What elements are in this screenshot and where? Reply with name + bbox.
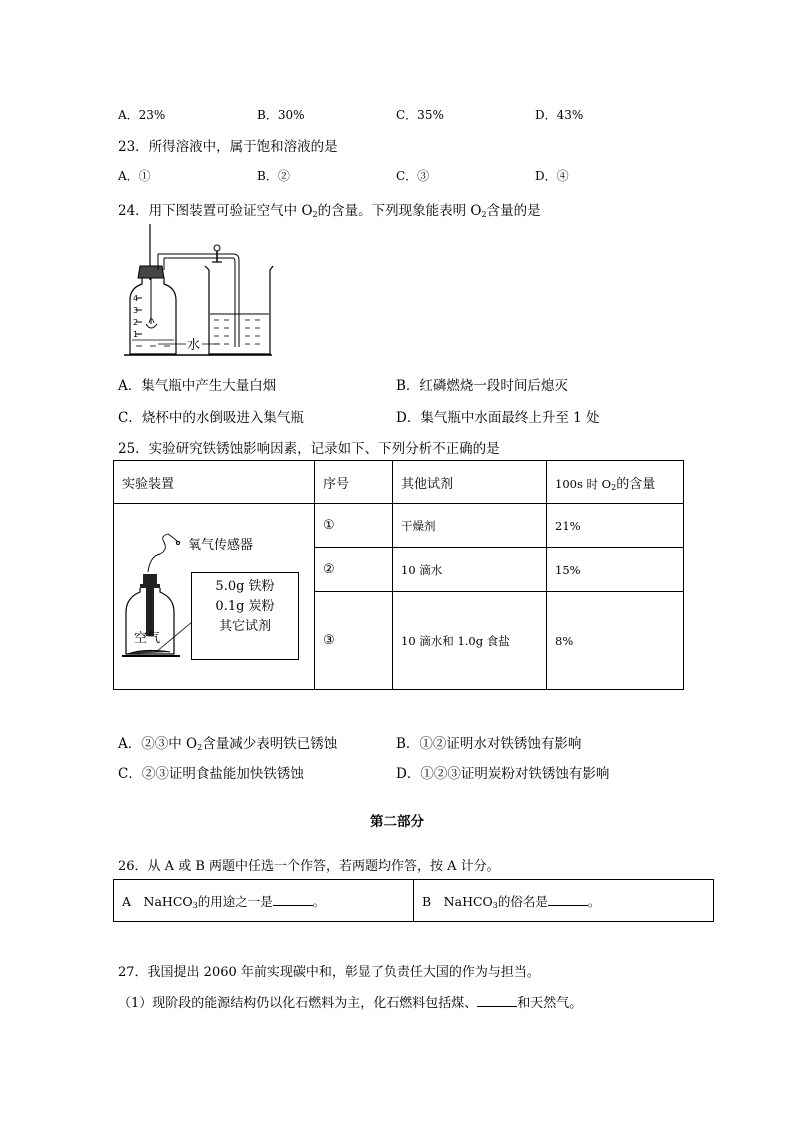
q25-option-b: B．①②证明水对铁锈蚀有影响 bbox=[396, 736, 582, 752]
q26-table bbox=[113, 879, 714, 922]
scale-mark-4: 4 bbox=[133, 294, 139, 303]
row3-o2: 8% bbox=[547, 592, 684, 690]
q26-stem: 26．从 A 或 B 两题中任选一个作答，若两题均作答，按 A 计分。 bbox=[118, 859, 500, 874]
header-reagent: 其他试剂 bbox=[393, 461, 547, 504]
q23-option-c: C．③ bbox=[396, 169, 430, 183]
scale-mark-2: 2 bbox=[133, 318, 139, 327]
row1-o2: 21% bbox=[547, 504, 684, 548]
q24-option-a: A．集气瓶中产生大量白烟 bbox=[118, 378, 277, 394]
row2-no: ② bbox=[315, 548, 393, 592]
q23-option-a: A．① bbox=[118, 169, 151, 183]
row2-o2: 15% bbox=[547, 548, 684, 592]
q22-option-b: B．30% bbox=[257, 108, 305, 122]
q23-option-d: D．④ bbox=[535, 169, 569, 183]
air-label: 空气 bbox=[134, 631, 161, 646]
q26-a-blank[interactable] bbox=[273, 905, 313, 906]
q24-apparatus-figure bbox=[120, 222, 290, 360]
row1-no: ① bbox=[315, 504, 393, 548]
header-no: 序号 bbox=[315, 461, 393, 504]
scale-mark-1: 1 bbox=[133, 330, 139, 339]
q22-option-d: D．43% bbox=[535, 108, 584, 122]
header-device: 实验装置 bbox=[114, 461, 315, 504]
q24-option-d: D．集气瓶中水面最终上升至 1 处 bbox=[396, 410, 600, 426]
q22-option-c: C．35% bbox=[396, 108, 444, 122]
box-line-other: 其它试剂 bbox=[218, 619, 271, 634]
row3-no: ③ bbox=[315, 592, 393, 690]
q26-b-blank[interactable] bbox=[548, 905, 588, 906]
q24-option-c: C．烧杯中的水倒吸进入集气瓶 bbox=[118, 410, 304, 426]
q25-option-a: A．②③中 $O_2$含量减少表明铁已锈蚀 bbox=[118, 736, 338, 752]
box-line-iron: 5.0g 铁粉 bbox=[215, 579, 275, 594]
q25-option-d: D．①②③证明炭粉对铁锈蚀有影响 bbox=[396, 766, 610, 782]
scale-mark-3: 3 bbox=[133, 306, 139, 315]
q22-option-a: A．23% bbox=[118, 108, 166, 122]
q23-stem: 23．所得溶液中，属于饱和溶液的是 bbox=[118, 139, 338, 155]
q25-stem: 25．实验研究铁锈蚀影响因素，记录如下、下列分析不正确的是 bbox=[118, 441, 500, 457]
device-cell bbox=[114, 504, 315, 690]
q26-option-b: B NaHCO$_3$的俗名是 。 bbox=[414, 880, 714, 922]
water-label: 水 bbox=[187, 338, 201, 353]
q23-option-b: B．② bbox=[257, 169, 290, 183]
part2-title: 第二部分 bbox=[370, 814, 424, 830]
reagent-box bbox=[191, 572, 299, 660]
q26-option-a: A NaHCO$_3$的用途之一是 。 bbox=[114, 880, 414, 922]
q27-stem: 27．我国提出 2060 年前实现碳中和，彰显了负责任大国的作为与担当。 bbox=[118, 965, 540, 980]
q27-blank[interactable] bbox=[477, 1006, 517, 1007]
row3-reagent: 10 滴水和 1.0g 食盐 bbox=[393, 592, 547, 690]
box-line-carbon: 0.1g 炭粉 bbox=[215, 599, 275, 614]
q24-option-b: B．红磷燃烧一段时间后熄灭 bbox=[396, 378, 568, 394]
q27-sub1: （1）现阶段的能源结构仍以化石燃料为主，化石燃料包括煤、 和天然气。 bbox=[118, 996, 583, 1011]
row2-reagent: 10 滴水 bbox=[393, 548, 547, 592]
sensor-label: 氧气传感器 bbox=[188, 538, 254, 553]
q25-table bbox=[113, 460, 684, 690]
header-o2: 100s 时 $O_2$的含量 bbox=[547, 461, 684, 504]
row1-reagent: 干燥剂 bbox=[393, 504, 547, 548]
q24-stem: 24．用下图装置可验证空气中 $O_2$的含量。下列现象能表明 $O_2$含量的是 bbox=[118, 203, 541, 219]
q25-option-c: C．②③证明食盐能加快铁锈蚀 bbox=[118, 766, 304, 782]
